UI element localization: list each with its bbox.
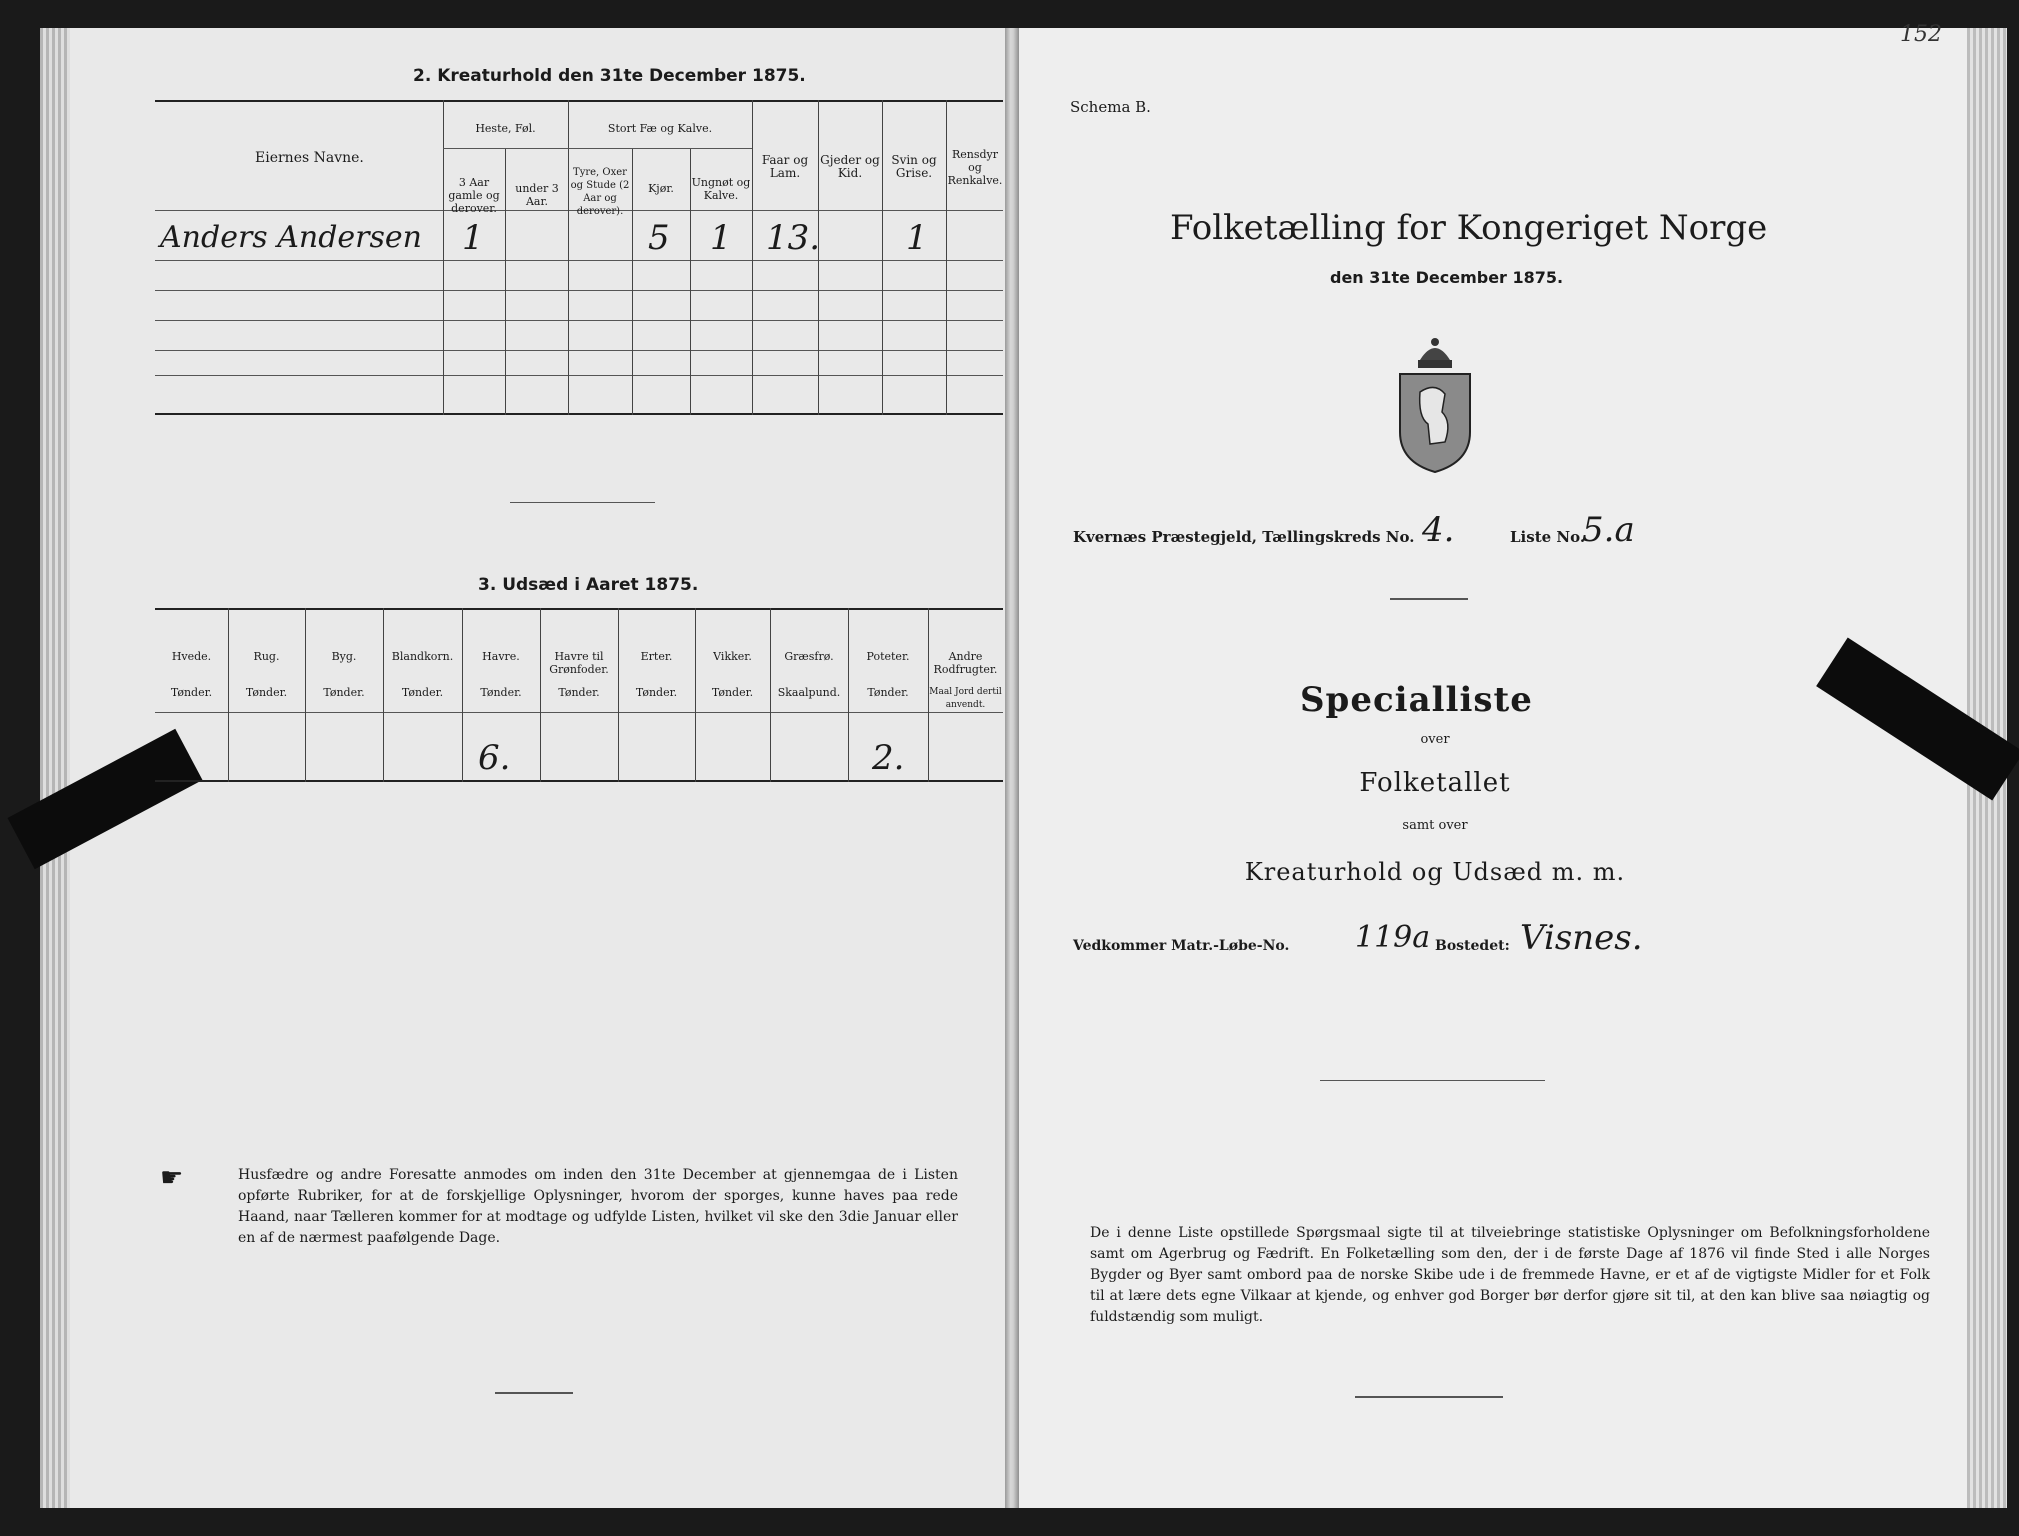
sowing-title: 3. Udsæd i Aaret 1875. xyxy=(478,575,699,595)
pointing-hand-icon: ☛ xyxy=(160,1163,184,1193)
livestock-top-rule xyxy=(155,100,1003,102)
sowing-header-9: Poteter. xyxy=(866,650,910,663)
col-young: Ungnøt og Kalve. xyxy=(691,176,751,202)
row-young: 1 xyxy=(710,218,732,258)
row-horses-old: 1 xyxy=(462,218,484,258)
matr-label: Vedkommer Matr.-Løbe-No. xyxy=(1073,938,1290,954)
coat-of-arms-icon xyxy=(1390,332,1480,474)
sowing-header-5: Havre til Grønfoder. xyxy=(549,650,609,676)
right-sep-2 xyxy=(1320,1080,1545,1081)
row-cows: 5 xyxy=(648,218,670,258)
sowing-unit-4: Tønder. xyxy=(480,686,522,699)
page-number: 152 xyxy=(1900,22,1942,47)
left-footer-dash xyxy=(495,1392,573,1394)
separator-line xyxy=(510,502,655,503)
over-text-1: over xyxy=(1420,732,1450,747)
sowing-unit-1: Tønder. xyxy=(245,686,288,699)
sowing-unit-0: Tønder. xyxy=(170,686,213,699)
parish-label: Kvernæs Præstegjeld, Tællingskreds No. xyxy=(1073,528,1415,546)
sowing-header-4: Havre. xyxy=(482,650,520,663)
bostedet-value: Visnes. xyxy=(1520,918,1643,958)
list-number: 5.a xyxy=(1582,510,1635,550)
col-horses-old: 3 Aar gamle og derover. xyxy=(448,176,500,215)
matr-number: 119a xyxy=(1355,920,1431,955)
sowing-unit-5: Tønder. xyxy=(558,686,600,699)
sowing-unit-7: Tønder. xyxy=(711,686,754,699)
census-date: den 31te December 1875. xyxy=(1330,268,1564,287)
sowing-header-2: Byg. xyxy=(331,650,357,663)
sowing-header-10: Andre Rodfrugter. xyxy=(933,650,998,676)
folketallet-text: Folketallet xyxy=(1359,768,1511,798)
col-bulls: Tyre, Oxer og Stude (2 Aar og derover). xyxy=(570,167,630,217)
col-goats: Gjeder og Kid. xyxy=(820,153,880,180)
livestock-bottom-rule xyxy=(155,413,1003,415)
col-cows: Kjør. xyxy=(648,182,674,195)
kreaturhold-text: Kreaturhold og Udsæd m. m. xyxy=(1244,858,1626,886)
sowing-header-7: Vikker. xyxy=(713,650,752,663)
value-oats: 6. xyxy=(478,738,511,778)
sowing-unit-10: Maal Jord dertil anvendt. xyxy=(929,687,1002,710)
row-owner-name: Anders Andersen xyxy=(160,220,422,255)
schema-label: Schema B. xyxy=(1070,98,1151,116)
sowing-header-6: Erter. xyxy=(640,650,673,663)
notice-text: Husfædre og andre Foresatte anmodes om inden den 31te December at gjennemgaa de i Listen opførte Rubriker, for at de forskjellige Oplysninger, hvorom der sporges, kunne haves paa rede Haand, naar Tælleren kommer for at modtage og udfylde Listen, hvilket vil ske den 3die Januar eller en af de nærmest paafølgende Dage. xyxy=(238,1167,958,1246)
col-horses-young: under 3 Aar. xyxy=(515,182,559,208)
right-sep-1 xyxy=(1390,598,1468,600)
sowing-unit-3: Tønder. xyxy=(401,686,444,699)
right-footer-rule xyxy=(1355,1396,1503,1398)
col-owner-header: Eiernes Navne. xyxy=(255,150,364,166)
livestock-title: 2. Kreaturhold den 31te December 1875. xyxy=(413,66,806,86)
row-pigs: 1 xyxy=(906,218,928,258)
book-gutter xyxy=(1005,28,1019,1508)
col-pigs: Svin og Grise. xyxy=(891,153,937,180)
sowing-unit-6: Tønder. xyxy=(635,686,678,699)
sowing-header-8: Græsfrø. xyxy=(784,650,834,663)
row-sheep: 13. xyxy=(766,218,821,258)
page-edges-left xyxy=(40,28,70,1508)
col-reindeer: Rensdyr og Renkalve. xyxy=(947,148,1003,187)
sowing-unit-8: Skaalpund. xyxy=(777,686,841,699)
group-cattle-header: Stort Fæ og Kalve. xyxy=(607,122,713,135)
specialliste-title: Specialliste xyxy=(1300,680,1533,720)
bostedet-label: Bostedet: xyxy=(1435,938,1510,954)
group-horses-header: Heste, Føl. xyxy=(475,122,536,135)
sowing-header-1: Rug. xyxy=(253,650,280,663)
sowing-header-3: Blandkorn. xyxy=(391,650,454,663)
census-title: Folketælling for Kongeriget Norge xyxy=(1170,208,1768,248)
sowing-unit-9: Tønder. xyxy=(867,686,909,699)
value-potatoes: 2. xyxy=(872,738,905,778)
footer-text: De i denne Liste opstillede Spørgsmaal sigte til at tilveiebringe statistiske Oplysninger om Befolkningsforholdene samt om Agerbrug og Fædrift. En Folketælling som den, der i de første Dage af 1876 vil finde Sted i alle Norges Bygder og Byer samt ombord paa de norske Skibe ude i de fremmede Havne, er et af de vigtigste Midler for et Folk til at lære dets egne Vilkaar at kjende, og enhver god Borger bør derfor gjøre sit til, at den kan blive saa nøiagtig og fuldstændig som muligt. xyxy=(1090,1225,1930,1325)
sowing-unit-2: Tønder. xyxy=(323,686,365,699)
list-label: Liste No. xyxy=(1510,528,1586,546)
sowing-bottom-rule xyxy=(155,780,1003,782)
sowing-top-rule xyxy=(155,608,1003,610)
samt-over-text: samt over xyxy=(1402,818,1468,833)
col-sheep: Faar og Lam. xyxy=(761,153,809,180)
district-number: 4. xyxy=(1422,510,1455,550)
sowing-header-0: Hvede. xyxy=(171,650,212,663)
